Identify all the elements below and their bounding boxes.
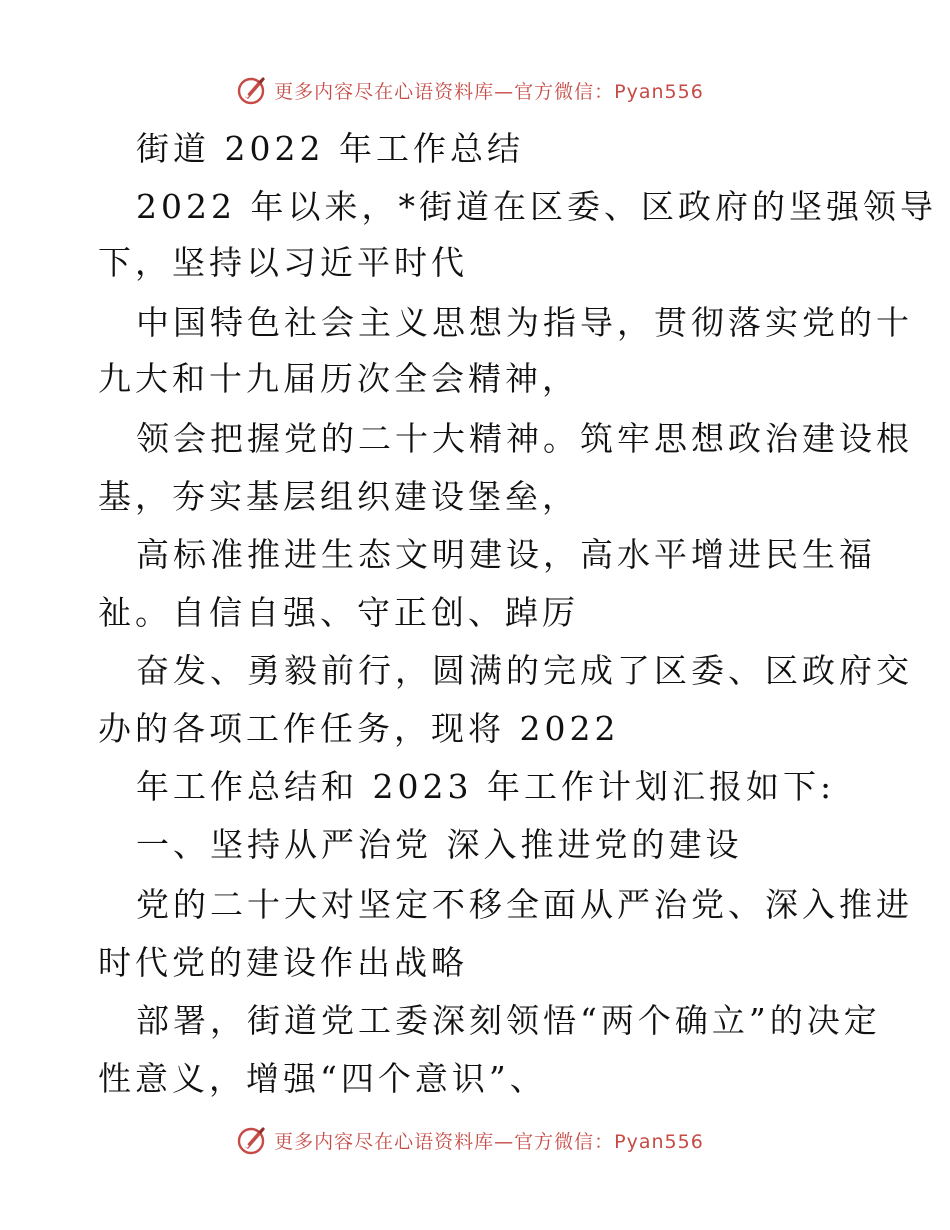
- text-line: 年工作总结和 2023 年工作计划汇报如下:: [136, 767, 836, 806]
- text-line: 九大和十九届历次全会精神，: [98, 359, 579, 398]
- text-line: 祉。自信自强、守正创、踔厉: [98, 593, 579, 632]
- quill-pen-seal-icon: [236, 74, 268, 106]
- text-line: 办的各项工作任务，现将 2022: [98, 709, 620, 748]
- text-line: 奋发、勇毅前行，圆满的完成了区委、区政府交: [136, 651, 913, 690]
- text-line: 党的二十大对坚定不移全面从严治党、深入推进: [136, 885, 913, 924]
- text-line: 下，坚持以习近平时代: [98, 243, 468, 282]
- text-line: 领会把握党的二十大精神。筑牢思想政治建设根: [136, 419, 913, 458]
- text-line: 性意义，增强“四个意识”、: [98, 1059, 547, 1098]
- quill-pen-seal-icon: [236, 1124, 268, 1156]
- watermark-banner-bottom: [0, 1120, 950, 1160]
- text-line: 时代党的建设作出战略: [98, 943, 468, 982]
- text-line: 高标准推进生态文明建设，高水平增进民生福: [136, 535, 876, 574]
- text-line: 中国特色社会主义思想为指导，贯彻落实党的十: [136, 303, 913, 342]
- document-title: 街道 2022 年工作总结: [136, 129, 524, 168]
- watermark-banner-top: [0, 70, 950, 110]
- text-line: 2022 年以来，*街道在区委、区政府的坚强领导: [136, 187, 937, 226]
- section-heading: 一、坚持从严治党 深入推进党的建设: [136, 825, 743, 864]
- text-line: 基，夯实基层组织建设堡垒，: [98, 477, 579, 516]
- watermark-text: 更多内容尽在心语资料库—官方微信：Pyan556: [274, 1130, 704, 1153]
- text-line: 部署，街道党工委深刻领悟“两个确立”的决定: [136, 1001, 881, 1040]
- watermark-text: 更多内容尽在心语资料库—官方微信：Pyan556: [274, 80, 704, 103]
